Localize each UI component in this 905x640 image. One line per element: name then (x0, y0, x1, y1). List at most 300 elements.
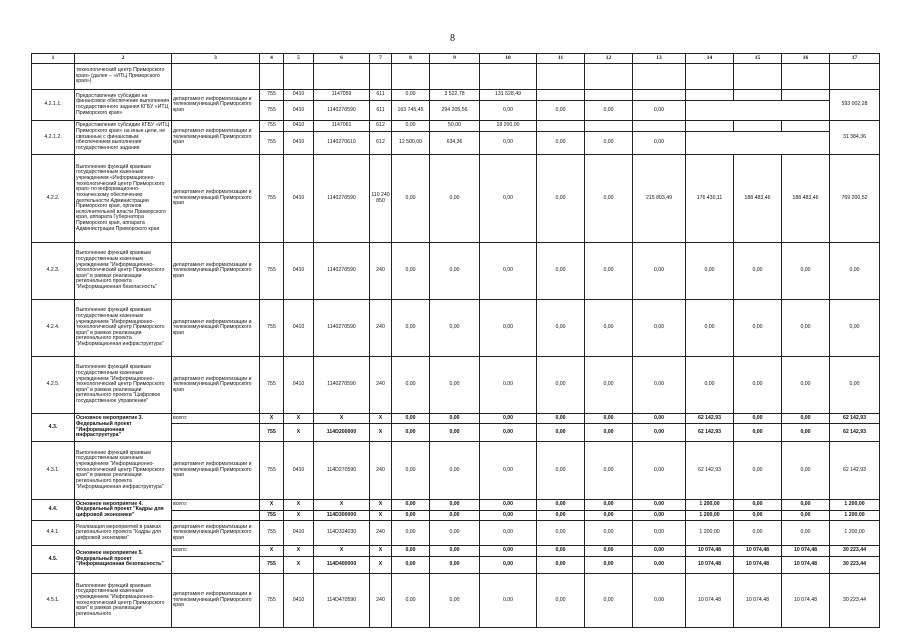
target-article-code: 114D324030 (314, 521, 370, 546)
target-article-code: 1140270590 (314, 357, 370, 414)
grbs-code: 755 (260, 243, 284, 300)
year-value-col-10: 0,00 (480, 155, 537, 243)
year-value-col-13: 215 803,49 (633, 155, 686, 243)
year-value-col-8: 0,00 (392, 424, 430, 442)
target-article-code: 1140270590 (314, 300, 370, 357)
column-header: 14 (686, 54, 734, 64)
total-value: 1 200,00 (830, 511, 880, 521)
year-value-col-14: 62 142,93 (686, 424, 734, 442)
column-header: 1 (32, 54, 75, 64)
year-value-col-10: 131 528,49 (480, 90, 537, 101)
column-header: 2 (75, 54, 172, 64)
year-value-col-11: 163 745,45 (392, 101, 430, 121)
table-row (32, 155, 880, 243)
responsible-executor: всего: (172, 414, 260, 424)
expense-type-code: X (370, 424, 392, 442)
year-value-col-13: 0,00 (633, 243, 686, 300)
section-code: 0410 (284, 121, 314, 132)
year-value-col-12: 0,00 (585, 243, 633, 300)
section-code (284, 64, 314, 90)
year-value-col-15: 10 074,48 (734, 557, 782, 574)
year-value-col-9: 0,00 (430, 511, 480, 521)
page-number: 8 (450, 33, 455, 44)
item-number: 4.2.2. (32, 155, 75, 243)
table-row (32, 243, 880, 300)
total-value: 1 200,00 (830, 521, 880, 546)
year-value-col-16: 10 074,48 (782, 557, 830, 574)
target-article-code: 1140270590 (314, 101, 370, 121)
year-value-col-16: 188 483,46 (782, 155, 830, 243)
year-value-col-9: 0,00 (430, 243, 480, 300)
column-header: 5 (284, 54, 314, 64)
responsible-executor: департамент информатизации и телекоммуникаций Приморского края (172, 243, 260, 300)
year-value-col-12: 0,00 (585, 424, 633, 442)
year-value-col-14: 0,00 (686, 300, 734, 357)
grbs-code: 755 (260, 557, 284, 574)
section-code: X (284, 511, 314, 521)
year-value-col-16 (782, 64, 830, 90)
year-value-col-11: 0,00 (537, 557, 585, 574)
year-value-col-13: 0,00 (633, 574, 686, 628)
section-code: X (284, 500, 314, 511)
year-value-col-9: 0,00 (430, 300, 480, 357)
responsible-executor: департамент информатизации и телекоммуникаций Приморского края (172, 121, 260, 155)
year-value-col-12: 0,00 (585, 442, 633, 500)
year-value-col-16: 0,00 (633, 132, 686, 155)
year-value-col-14: 176 430,11 (686, 155, 734, 243)
year-value-col-14 (686, 64, 734, 90)
year-value-col-13: 0,00 (633, 546, 686, 557)
table-row (32, 300, 880, 357)
year-value-col-10: 0,00 (480, 300, 537, 357)
year-value-col-11: 0,00 (537, 155, 585, 243)
year-value-col-14: 62 142,93 (686, 414, 734, 424)
column-header: 8 (392, 54, 430, 64)
responsible-executor (172, 557, 260, 574)
item-number: 4.4. (32, 500, 75, 521)
year-value-col-14 (686, 90, 734, 101)
target-article-code: 1140270610 (314, 132, 370, 155)
item-number: 4.5. (32, 546, 75, 574)
year-value-col-8: 0,00 (392, 357, 430, 414)
year-value-col-15: 0,00 (734, 414, 782, 424)
year-value-col-12: 0,00 (585, 414, 633, 424)
expense-type-code: 612 (370, 121, 392, 132)
year-value-col-14: 0,00 (537, 101, 585, 121)
target-article-code: 1147061 (314, 121, 370, 132)
responsible-executor: департамент информатизации и телекоммуникаций Приморского края (172, 300, 260, 357)
year-value-col-15: 0,00 (734, 300, 782, 357)
grbs-code: 755 (260, 132, 284, 155)
expense-type-code: X (370, 546, 392, 557)
year-value-col-15: 0,00 (585, 101, 633, 121)
grbs-code (260, 64, 284, 90)
total-value (830, 64, 880, 90)
year-value-col-16: 0,00 (782, 243, 830, 300)
year-value-col-9: 0,00 (430, 546, 480, 557)
section-code: 0410 (284, 155, 314, 243)
year-value-col-8 (392, 64, 430, 90)
section-code: 0410 (284, 521, 314, 546)
item-description: Основное мероприятие 5. Федеральный проект "Информационная безопасность" (75, 546, 172, 574)
section-code: X (284, 414, 314, 424)
year-value-col-9: 0,00 (430, 557, 480, 574)
year-value-col-13: 0,00 (633, 500, 686, 511)
year-value-col-9: 0,00 (430, 424, 480, 442)
column-header: 4 (260, 54, 284, 64)
year-value-col-15: 0,00 (734, 424, 782, 442)
year-value-col-9: 3 522,78 (430, 90, 480, 101)
responsible-executor (172, 424, 260, 442)
expense-type-code: 240 (370, 442, 392, 500)
year-value-col-14: 0,00 (537, 132, 585, 155)
year-value-col-10: 0,00 (480, 500, 537, 511)
year-value-col-10: 0,00 (480, 521, 537, 546)
grbs-code: X (260, 546, 284, 557)
expense-type-code: 110 240 850 (370, 155, 392, 243)
year-value-col-13: 0,00 (480, 101, 537, 121)
year-value-col-9: 0,00 (430, 500, 480, 511)
grbs-code: 755 (260, 90, 284, 101)
year-value-col-15: 0,00 (734, 243, 782, 300)
year-value-col-12: 0,00 (585, 574, 633, 628)
item-description: Выполнение функций краевым государственным казенным учреждением «Информационно-технологический центр Приморского края» по информационно-техническому обеспечению деятельности Администрации Приморского края, органов исполнительной власти Приморского края, аппарата Губернатора Приморского края, аппарата Администрации Приморского края (75, 155, 172, 243)
year-value-col-10: 0,00 (480, 414, 537, 424)
expense-type-code: X (370, 414, 392, 424)
section-code: 0410 (284, 300, 314, 357)
expense-type-code: 240 (370, 521, 392, 546)
year-value-col-11: 0,00 (537, 357, 585, 414)
item-number: 4.2.4. (32, 300, 75, 357)
item-number: 4.2.5. (32, 357, 75, 414)
grbs-code: 755 (260, 574, 284, 628)
year-value-col-14: 1 200,00 (686, 500, 734, 511)
column-header: 7 (370, 54, 392, 64)
year-value-col-15 (734, 121, 782, 132)
year-value-col-9: 0,00 (430, 357, 480, 414)
year-value-col-11: 0,00 (537, 424, 585, 442)
year-value-col-12: 0,00 (585, 521, 633, 546)
year-value-col-8: 0,00 (392, 557, 430, 574)
total-value: 593 002,28 (830, 90, 880, 121)
year-value-col-12: 634,36 (430, 132, 480, 155)
table-row (32, 546, 880, 557)
item-description: Выполнение функций краевым государственным казенным учреждением "Информационно-технологический центр Приморского края" в рамках реализации регионального (75, 574, 172, 628)
year-value-col-12: 0,00 (585, 557, 633, 574)
responsible-executor: департамент информатизации и телекоммуникаций Приморского края (172, 357, 260, 414)
responsible-executor: департамент информатизации и телекоммуникаций Приморского края (172, 521, 260, 546)
target-article-code: 114D400000 (314, 557, 370, 574)
year-value-col-16: 0,00 (782, 357, 830, 414)
year-value-col-13: 0,00 (633, 557, 686, 574)
target-article-code (314, 64, 370, 90)
table-row (32, 500, 880, 511)
item-description: Основное мероприятие 4. Федеральный проект "Кадры для цифровой экономики" (75, 500, 172, 521)
section-code: X (284, 424, 314, 442)
year-value-col-8: 0,00 (392, 243, 430, 300)
item-number: 4.5.1. (32, 574, 75, 628)
responsible-executor: департамент информатизации и телекоммуникаций Приморского края (172, 90, 260, 121)
year-value-col-9 (430, 64, 480, 90)
year-value-col-12: 0,00 (585, 500, 633, 511)
total-value: 0,00 (830, 300, 880, 357)
grbs-code: 755 (260, 121, 284, 132)
section-code: 0410 (284, 574, 314, 628)
year-value-col-16: 0,00 (782, 300, 830, 357)
year-value-col-12: 0,00 (585, 357, 633, 414)
column-header: 11 (537, 54, 585, 64)
item-number: 4.2.3. (32, 243, 75, 300)
year-value-col-9: 50,00 (430, 121, 480, 132)
year-value-col-13: 0,00 (633, 414, 686, 424)
year-value-col-11 (537, 121, 585, 132)
item-description: Выполнение функций краевым государственным казенным учреждением "Информационно-технологический центр Приморского края" в рамках реализации регионального проекта "Информационная безопасность" (75, 243, 172, 300)
year-value-col-14 (686, 121, 734, 132)
item-number: 4.3.1. (32, 442, 75, 500)
column-header: 15 (734, 54, 782, 64)
year-value-col-16 (782, 121, 830, 132)
item-number: 4.2.1.2. (32, 121, 75, 155)
year-value-col-13: 0,00 (480, 132, 537, 155)
item-description: Предоставление субсидии КГБУ «ИТЦ Приморского края» на иные цели, не связанные с финансовым обеспечением выполнения государственного задания (75, 121, 172, 155)
grbs-code: 755 (260, 357, 284, 414)
grbs-code: X (260, 414, 284, 424)
table-row (32, 90, 880, 101)
year-value-col-13: 0,00 (633, 300, 686, 357)
table-row (32, 121, 880, 132)
year-value-col-12: 294 205,56 (430, 101, 480, 121)
target-article-code: 1140270590 (314, 243, 370, 300)
expense-type-code: X (370, 500, 392, 511)
responsible-executor: всего: (172, 500, 260, 511)
year-value-col-8: 0,00 (392, 574, 430, 628)
column-header: 10 (480, 54, 537, 64)
year-value-col-11: 0,00 (537, 511, 585, 521)
year-value-col-9: 0,00 (430, 574, 480, 628)
year-value-col-14: 1 200,00 (686, 511, 734, 521)
item-number: 4.4.1. (32, 521, 75, 546)
expense-type-code: 240 (370, 357, 392, 414)
total-value: 62 142,93 (830, 424, 880, 442)
year-value-col-12: 0,00 (585, 546, 633, 557)
year-value-col-8: 0,00 (392, 90, 430, 101)
year-value-col-13 (633, 64, 686, 90)
total-value: 30 223,44 (830, 546, 880, 557)
expense-type-code (370, 64, 392, 90)
year-value-col-11: 0,00 (537, 574, 585, 628)
year-value-col-15: 0,00 (734, 442, 782, 500)
year-value-col-8: 0,00 (392, 300, 430, 357)
year-value-col-10: 0,00 (480, 357, 537, 414)
year-value-col-12: 0,00 (585, 155, 633, 243)
year-value-col-16: 0,00 (782, 500, 830, 511)
year-value-col-13: 0,00 (633, 357, 686, 414)
year-value-col-16: 10 074,48 (782, 574, 830, 628)
year-value-col-13: 0,00 (633, 442, 686, 500)
year-value-col-11: 0,00 (537, 521, 585, 546)
year-value-col-15: 188 483,46 (734, 155, 782, 243)
year-value-col-14: 1 200,00 (686, 521, 734, 546)
expense-type-code: 611 (370, 101, 392, 121)
total-value: 31 384,36 (830, 121, 880, 155)
grbs-code: 755 (260, 101, 284, 121)
item-description: Основное мероприятие 3. Федеральный проект "Информационная инфраструктура" (75, 414, 172, 442)
budget-table (31, 53, 880, 628)
total-value: 30 223,44 (830, 557, 880, 574)
section-code: 0410 (284, 357, 314, 414)
table-row (32, 574, 880, 628)
total-value: 0,00 (830, 243, 880, 300)
year-value-col-14: 62 142,93 (686, 442, 734, 500)
year-value-col-11: 0,00 (537, 442, 585, 500)
item-description: Выполнение функций краевым государственным казенным учреждением "Информационно-технологический центр Приморского края" в рамках реализации регионального проекта "Информационная инфраструктура" (75, 300, 172, 357)
year-value-col-12: 0,00 (585, 511, 633, 521)
year-value-col-8: 0,00 (392, 546, 430, 557)
year-value-col-9: 0,00 (430, 521, 480, 546)
year-value-col-13: 0,00 (633, 521, 686, 546)
year-value-col-11 (537, 64, 585, 90)
year-value-col-9: 0,00 (430, 155, 480, 243)
year-value-col-11: 12 500,00 (392, 132, 430, 155)
year-value-col-16: 10 074,48 (782, 546, 830, 557)
year-value-col-15: 0,00 (734, 357, 782, 414)
year-value-col-14: 0,00 (686, 243, 734, 300)
grbs-code: 755 (260, 300, 284, 357)
year-value-col-8: 0,00 (392, 500, 430, 511)
section-code: 0410 (284, 243, 314, 300)
column-header: 3 (172, 54, 260, 64)
year-value-col-12 (585, 90, 633, 101)
table-row (32, 521, 880, 546)
year-value-col-13 (633, 121, 686, 132)
responsible-executor: департамент информатизации и телекоммуникаций Приморского края (172, 574, 260, 628)
year-value-col-15: 0,00 (734, 511, 782, 521)
year-value-col-16: 0,00 (782, 442, 830, 500)
total-value: 769 200,52 (830, 155, 880, 243)
year-value-col-15: 0,00 (585, 132, 633, 155)
total-value: 30 223,44 (830, 574, 880, 628)
year-value-col-15: 10 074,48 (734, 546, 782, 557)
target-article-code: X (314, 500, 370, 511)
item-number: 4.3. (32, 414, 75, 442)
year-value-col-11: 0,00 (537, 500, 585, 511)
target-article-code: 1140270590 (314, 155, 370, 243)
year-value-col-15 (734, 64, 782, 90)
year-value-col-10: 0,00 (480, 424, 537, 442)
grbs-code: 755 (260, 155, 284, 243)
expense-type-code: X (370, 557, 392, 574)
year-value-col-8: 0,00 (392, 442, 430, 500)
year-value-col-10: 18 200,00 (480, 121, 537, 132)
section-code: X (284, 557, 314, 574)
year-value-col-10: 0,00 (480, 442, 537, 500)
responsible-executor (172, 511, 260, 521)
table-row (32, 442, 880, 500)
year-value-col-12 (585, 64, 633, 90)
grbs-code: 755 (260, 521, 284, 546)
year-value-col-13: 0,00 (633, 424, 686, 442)
grbs-code: X (260, 500, 284, 511)
year-value-col-15: 10 074,48 (734, 574, 782, 628)
responsible-executor: всего: (172, 546, 260, 557)
section-code: X (284, 546, 314, 557)
target-article-code: 1147059 (314, 90, 370, 101)
total-value: 62 142,93 (830, 414, 880, 424)
expense-type-code: 240 (370, 300, 392, 357)
column-header: 6 (314, 54, 370, 64)
target-article-code: 114D270590 (314, 442, 370, 500)
year-value-col-15 (734, 90, 782, 101)
table-row (32, 357, 880, 414)
column-header: 17 (830, 54, 880, 64)
year-value-col-8: 0,00 (392, 414, 430, 424)
expense-type-code: 240 (370, 574, 392, 628)
year-value-col-10: 0,00 (480, 511, 537, 521)
year-value-col-11 (537, 90, 585, 101)
grbs-code: 755 (260, 442, 284, 500)
target-article-code: X (314, 414, 370, 424)
table-row (32, 414, 880, 424)
year-value-col-8: 0,00 (392, 521, 430, 546)
item-description: Выполнение функций краевым государственным казенным учреждением "Информационно-технологический центр Приморского края" в рамках реализации регионального проекта "Информационная инфраструктура" (75, 442, 172, 500)
year-value-col-16: 0,00 (633, 101, 686, 121)
target-article-code: 114D470590 (314, 574, 370, 628)
column-header: 13 (633, 54, 686, 64)
year-value-col-14: 10 074,48 (686, 557, 734, 574)
responsible-executor: департамент информатизации и телекоммуникаций Приморского края (172, 155, 260, 243)
target-article-code: X (314, 546, 370, 557)
year-value-col-11: 0,00 (537, 243, 585, 300)
expense-type-code: 611 (370, 90, 392, 101)
item-number: 4.2.1.1. (32, 90, 75, 121)
section-code: 0410 (284, 101, 314, 121)
year-value-col-16: 0,00 (782, 521, 830, 546)
total-value: 62 142,93 (830, 442, 880, 500)
year-value-col-15: 0,00 (734, 521, 782, 546)
expense-type-code: X (370, 511, 392, 521)
column-header: 12 (585, 54, 633, 64)
item-description: технологический центр Приморского края» (далее – «ИТЦ Приморского края») (75, 64, 172, 90)
year-value-col-16: 0,00 (782, 511, 830, 521)
total-value: 0,00 (830, 357, 880, 414)
total-value: 1 200,00 (830, 500, 880, 511)
year-value-col-14: 10 074,48 (686, 546, 734, 557)
year-value-col-10: 0,00 (480, 574, 537, 628)
year-value-col-11: 0,00 (537, 546, 585, 557)
expense-type-code: 240 (370, 243, 392, 300)
year-value-col-11: 0,00 (537, 414, 585, 424)
table-row (32, 64, 880, 90)
year-value-col-10: 0,00 (480, 557, 537, 574)
year-value-col-10: 0,00 (480, 546, 537, 557)
section-code: 0410 (284, 90, 314, 101)
year-value-col-13: 0,00 (633, 511, 686, 521)
target-article-code: 114D300000 (314, 511, 370, 521)
year-value-col-14: 10 074,48 (686, 574, 734, 628)
year-value-col-16: 0,00 (782, 414, 830, 424)
year-value-col-16 (782, 90, 830, 101)
year-value-col-13 (633, 90, 686, 101)
item-description: Выполнение функций краевым государственным казенным учреждением "Информационно-технологический центр Приморского края" в рамках реализации регионального проекта "Цифровое государственное управление" (75, 357, 172, 414)
year-value-col-12 (585, 121, 633, 132)
year-value-col-9: 0,00 (430, 442, 480, 500)
year-value-col-15: 0,00 (734, 500, 782, 511)
year-value-col-16: 0,00 (782, 424, 830, 442)
year-value-col-9: 0,00 (430, 414, 480, 424)
item-description: Реализация мероприятий в рамках регионального проекта "Кадры для цифровой экономики" (75, 521, 172, 546)
year-value-col-10 (480, 64, 537, 90)
year-value-col-12: 0,00 (585, 300, 633, 357)
